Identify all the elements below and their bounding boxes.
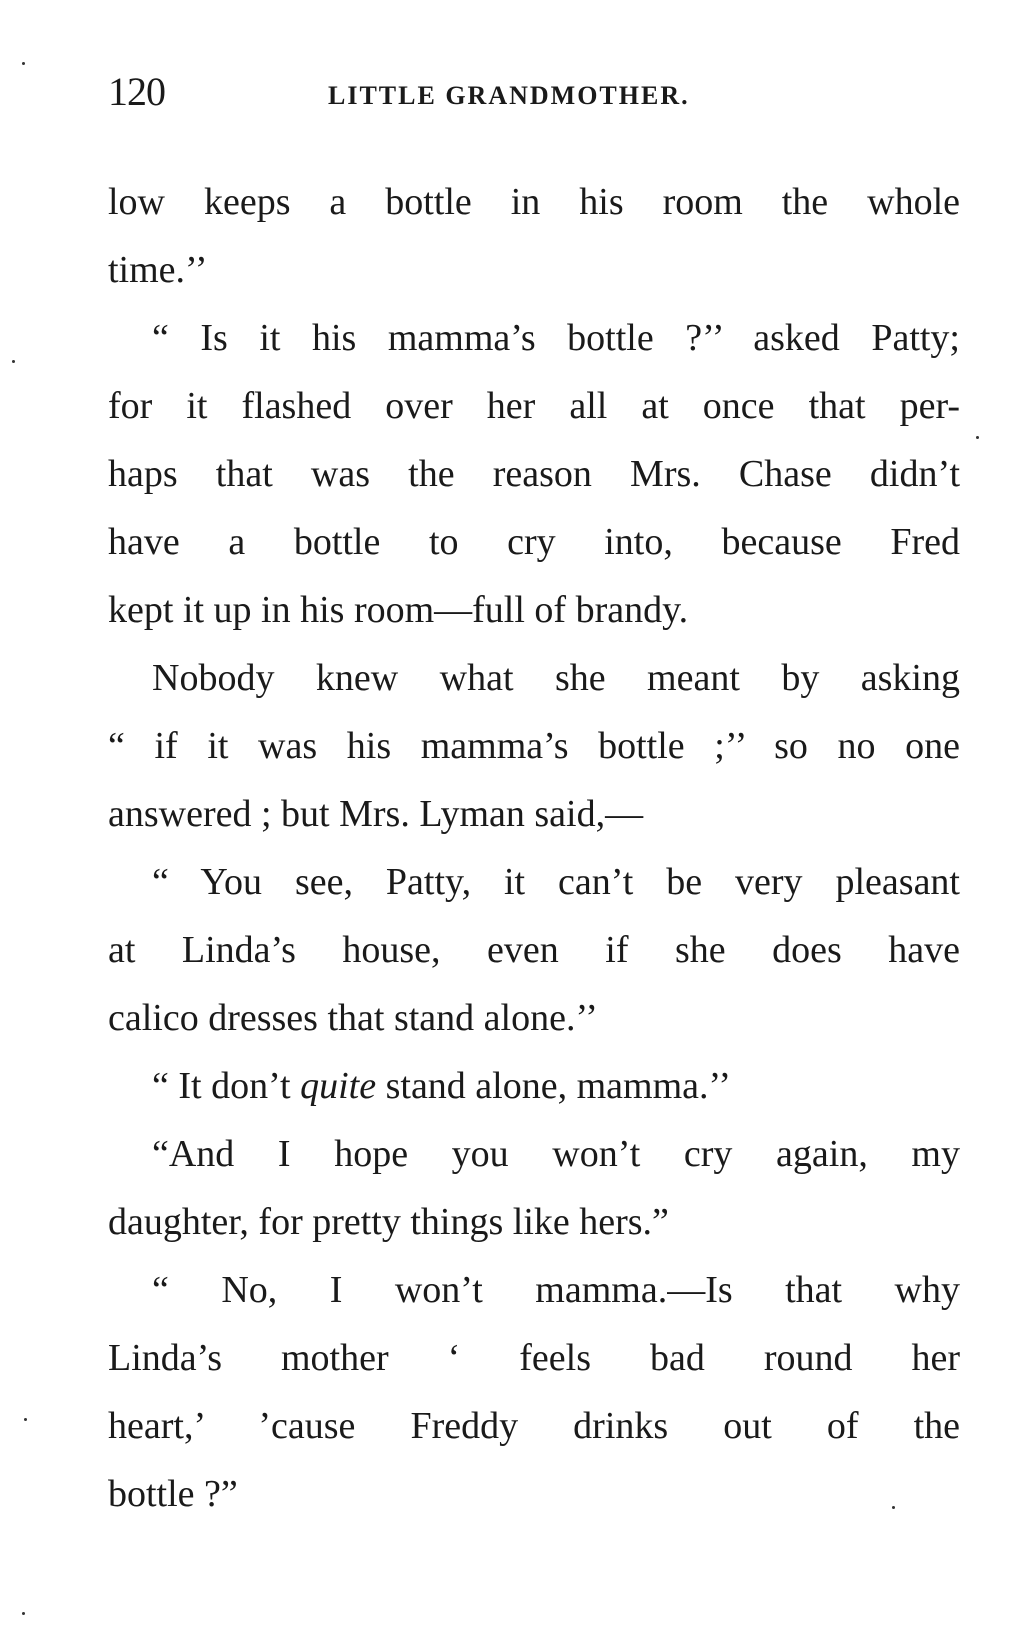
- page-speck: [12, 360, 15, 363]
- page-speck: [24, 1418, 27, 1421]
- text-line: calico dresses that stand alone.’’: [108, 997, 598, 1039]
- text-line: bottle ?”: [108, 1473, 238, 1515]
- text-line: at Linda’s house, even if she does have: [108, 929, 960, 971]
- text-line: [108, 1052, 960, 1120]
- text-line: heart,’ ’cause Freddy drinks out of the: [108, 1405, 960, 1447]
- body-text: [108, 168, 960, 1528]
- page-speck: [976, 436, 979, 439]
- text-line: time.’’: [108, 249, 208, 291]
- text-line: “And I hope you won’t cry again, my: [152, 1133, 960, 1175]
- text-segment: stand alone, mamma.’’: [376, 1065, 731, 1107]
- text-line: answered ; but Mrs. Lyman said,—: [108, 793, 644, 835]
- text-line: for it flashed over her all at once that per-: [108, 385, 960, 427]
- text-line: Linda’s mother ‘ feels bad round her: [108, 1337, 960, 1379]
- text-segment: “ It don’t: [152, 1065, 301, 1107]
- text-line: haps that was the reason Mrs. Chase didn’t: [108, 453, 960, 495]
- page-header: [108, 64, 960, 120]
- text-line: have a bottle to cry into, because Fred: [108, 521, 960, 563]
- text-line: kept it up in his room—full of brandy.: [108, 589, 689, 631]
- text-line: low keeps a bottle in his room the whole: [108, 181, 960, 223]
- page-speck: [22, 1612, 25, 1615]
- text-line: “ No, I won’t mamma.—Is that why: [152, 1269, 960, 1311]
- page-number: 120: [108, 69, 165, 114]
- text-line: “ Is it his mamma’s bottle ?’’ asked Patty;: [152, 317, 960, 359]
- page-speck: [892, 1506, 895, 1509]
- text-line: “ if it was his mamma’s bottle ;’’ so no one: [108, 725, 960, 767]
- text-line: Nobody knew what she meant by asking: [152, 657, 960, 699]
- italic-word: quite: [300, 1065, 377, 1107]
- text-line: daughter, for pretty things like hers.”: [108, 1201, 669, 1243]
- text-line: “ You see, Patty, it can’t be very pleasant: [152, 861, 960, 903]
- running-head: LITTLE GRANDMOTHER.: [328, 81, 690, 110]
- page-speck: [22, 62, 25, 65]
